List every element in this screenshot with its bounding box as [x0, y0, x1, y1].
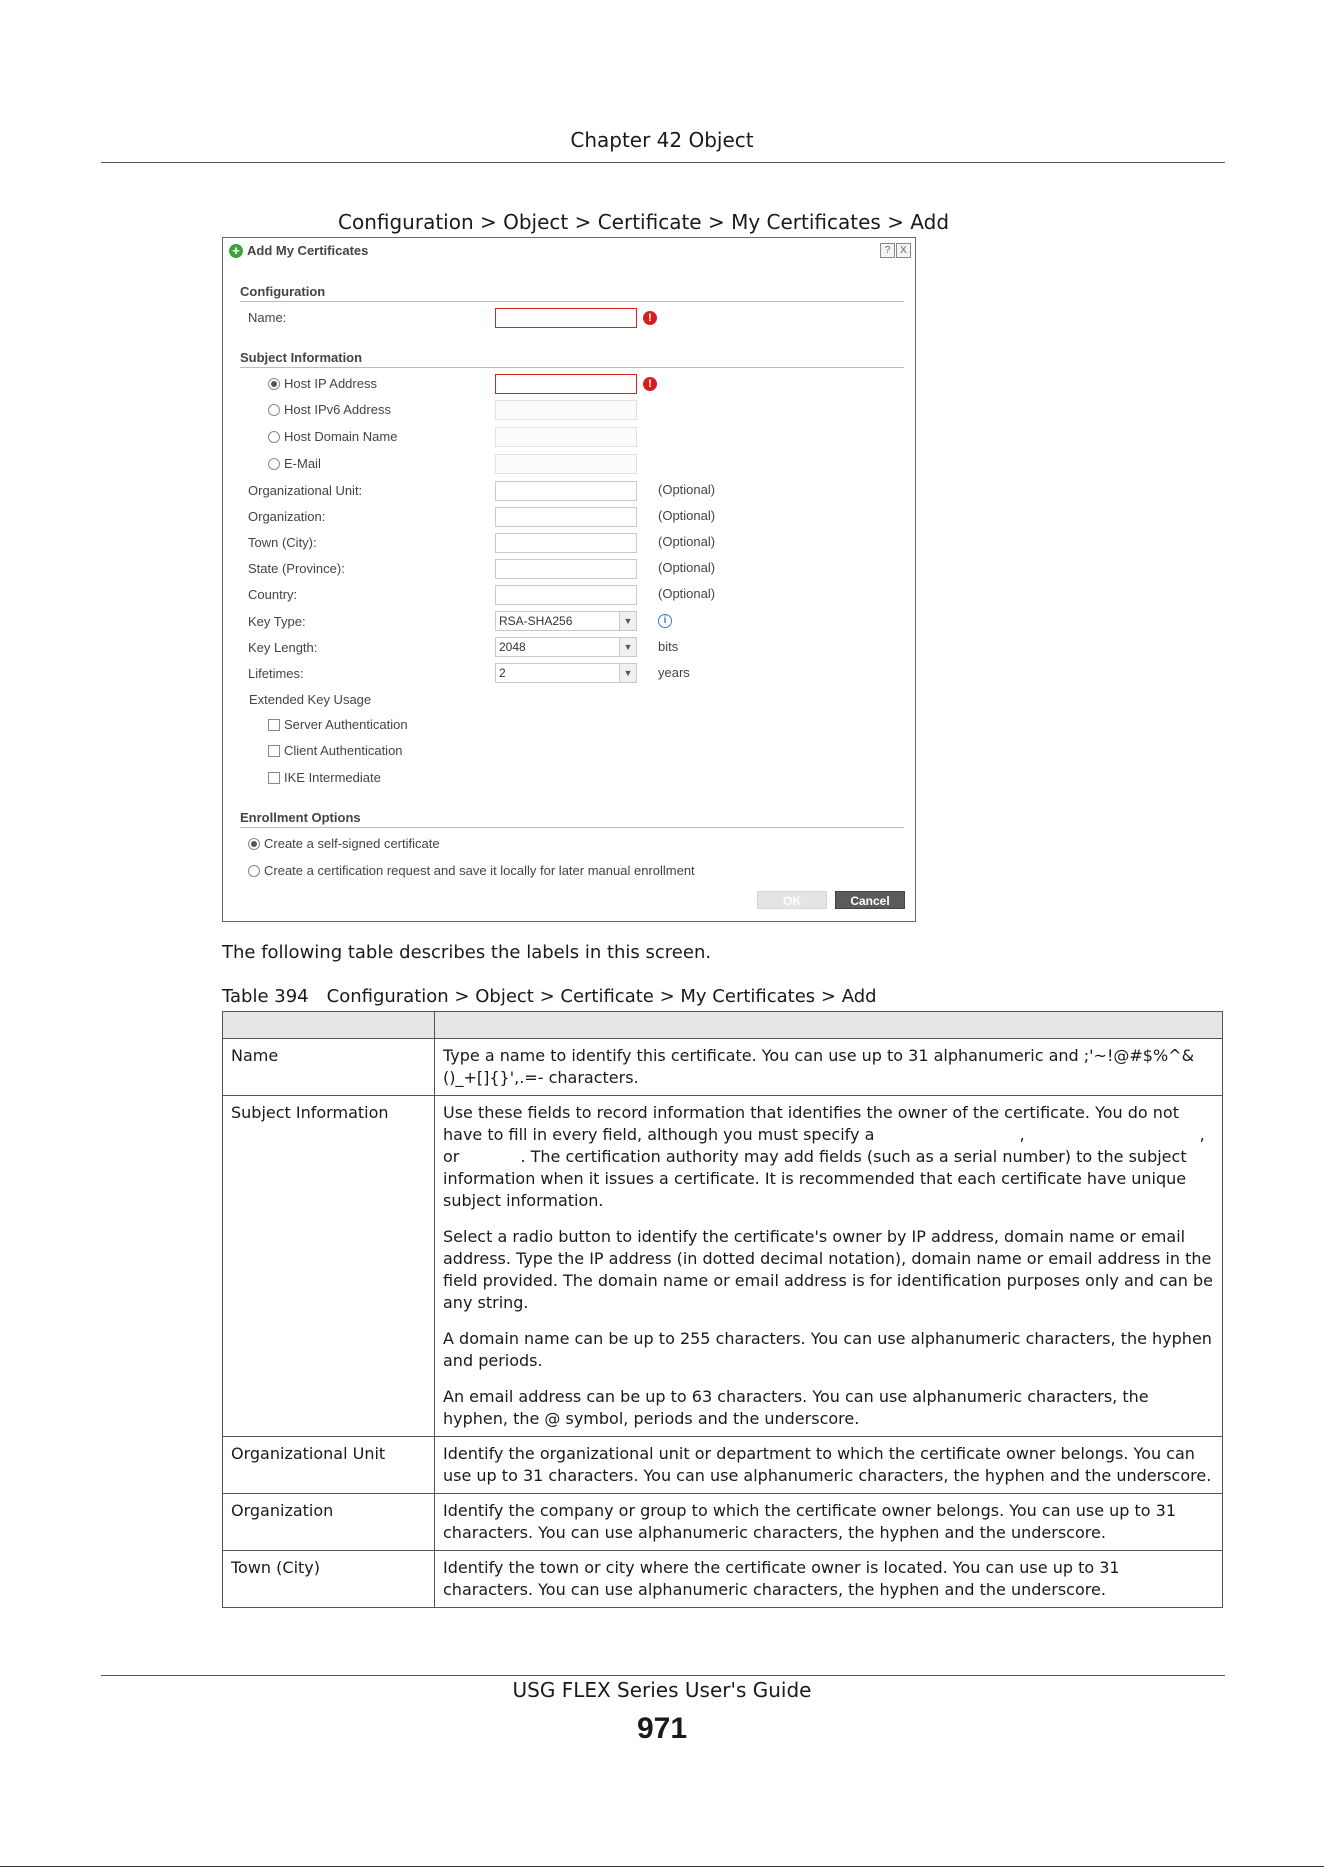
description-paragraph — [443, 1102, 1214, 1212]
table-header-cell — [223, 1012, 435, 1039]
description-paragraph: Type a name to identify this certificate. You can use up to 31 alphanumeric and ;'~!@#$%^&()_+[]{}',.=- characters. — [443, 1046, 1195, 1087]
organization-input[interactable] — [495, 507, 637, 527]
add-icon: + — [229, 244, 243, 258]
lifetimes-select[interactable] — [495, 663, 637, 683]
ok-button[interactable]: OK — [757, 891, 827, 909]
close-icon[interactable]: X — [896, 243, 911, 258]
table-row — [223, 1039, 1223, 1096]
country-label: Country: — [248, 587, 298, 602]
state-label: State (Province): — [248, 561, 345, 576]
dialog-title: Add My Certificates — [247, 243, 369, 258]
key-type-select[interactable] — [495, 611, 637, 631]
town-label: Town (City): — [248, 535, 317, 550]
table-row — [223, 1096, 1223, 1437]
description-paragraph: An email address can be up to 63 characters. You can use alphanumeric characters, the hyphen, the @ symbol, periods and the underscore. — [443, 1387, 1149, 1428]
page-bottom-divider — [0, 1866, 1324, 1867]
header-divider — [101, 162, 1225, 163]
certification-request-radio[interactable] — [248, 865, 260, 877]
section-divider — [240, 827, 904, 828]
email-input[interactable] — [495, 454, 637, 474]
row-description — [435, 1096, 1223, 1437]
host-ipv6-radio[interactable] — [268, 404, 280, 416]
description-paragraph: Select a radio button to identify the certificate's owner by IP address, domain name or email address. Type the IP address (in dotted decimal notation), domain name or email address in the field provided. The domain name or email address is for identification purposes only and can be any string. — [443, 1227, 1213, 1312]
server-auth-checkbox[interactable] — [268, 719, 280, 731]
row-label: Name — [223, 1039, 435, 1096]
host-ipv6-input[interactable] — [495, 400, 637, 420]
chevron-down-icon: ▼ — [619, 612, 636, 630]
email-label: E-Mail — [284, 456, 321, 471]
section-configuration: Configuration — [240, 284, 326, 299]
name-input[interactable] — [495, 308, 637, 328]
table-caption — [222, 986, 877, 1007]
org-unit-input[interactable] — [495, 481, 637, 501]
cancel-button[interactable]: Cancel — [835, 891, 905, 909]
section-subject-information: Subject Information — [240, 350, 363, 365]
add-my-certificates-dialog — [222, 237, 916, 922]
table-header-cell — [435, 1012, 1223, 1039]
error-icon: ! — [643, 377, 657, 391]
dialog-titlebar — [223, 238, 915, 264]
figure-caption: Configuration > Object > Certificate > My Certificates > Add — [338, 210, 950, 234]
footer-divider — [101, 1675, 1225, 1676]
key-type-label: Key Type: — [248, 614, 306, 629]
description-text: Use these fields to record information that identifies the owner of the certificate. You do not have to fill in every field, although you must specify a — [443, 1103, 1179, 1144]
chapter-title: Chapter 42 Object — [570, 128, 754, 152]
row-description — [435, 1437, 1223, 1494]
row-label: Organizational Unit — [223, 1437, 435, 1494]
client-auth-label: Client Authentication — [284, 743, 403, 758]
description-paragraph: Identify the company or group to which the certificate owner belongs. You can use up to 31 characters. You can use alphanumeric characters, the hyphen and the underscore. — [443, 1501, 1177, 1542]
key-length-select[interactable] — [495, 637, 637, 657]
table-caption-text: Configuration > Object > Certificate > My Certificates > Add — [326, 986, 877, 1007]
help-icon[interactable]: ? — [880, 243, 895, 258]
page-number: 971 — [636, 1712, 688, 1745]
key-length-value: 2048 — [499, 640, 526, 654]
chevron-down-icon: ▼ — [619, 638, 636, 656]
host-domain-label: Host Domain Name — [284, 429, 398, 444]
row-description — [435, 1494, 1223, 1551]
self-signed-radio[interactable] — [248, 838, 260, 850]
error-icon: ! — [643, 311, 657, 325]
row-description — [435, 1551, 1223, 1608]
server-auth-label: Server Authentication — [284, 717, 408, 732]
host-ip-label: Host IP Address — [284, 376, 377, 391]
description-table — [222, 1011, 1223, 1608]
key-length-label: Key Length: — [248, 640, 318, 655]
intro-text: The following table describes the labels in this screen. — [222, 942, 712, 963]
row-label: Organization — [223, 1494, 435, 1551]
key-type-value: RSA-SHA256 — [499, 614, 573, 628]
host-ipv6-label: Host IPv6 Address — [284, 402, 391, 417]
description-paragraph: A domain name can be up to 255 characters. You can use alphanumeric characters, the hyphen and periods. — [443, 1329, 1212, 1370]
table-row — [223, 1437, 1223, 1494]
optional-note: (Optional) — [658, 508, 716, 523]
row-label: Town (City) — [223, 1551, 435, 1608]
table-header-row — [223, 1012, 1223, 1039]
extended-key-usage-label: Extended Key Usage — [249, 692, 372, 707]
host-domain-input[interactable] — [495, 427, 637, 447]
description-text: , — [1019, 1125, 1025, 1144]
lifetimes-value: 2 — [499, 666, 506, 680]
town-input[interactable] — [495, 533, 637, 553]
chevron-down-icon: ▼ — [619, 664, 636, 682]
self-signed-label: Create a self-signed certificate — [264, 836, 440, 851]
ike-intermediate-label: IKE Intermediate — [284, 770, 381, 785]
description-text: , or — [443, 1125, 1205, 1166]
optional-note: (Optional) — [658, 560, 716, 575]
lifetimes-label: Lifetimes: — [248, 666, 304, 681]
section-divider — [240, 367, 904, 368]
name-label: Name: — [248, 310, 287, 325]
table-caption-number: Table 394 — [222, 986, 309, 1007]
ike-intermediate-checkbox[interactable] — [268, 772, 280, 784]
organization-label: Organization: — [248, 509, 326, 524]
lifetimes-unit: years — [658, 665, 690, 680]
org-unit-label: Organizational Unit: — [248, 483, 363, 498]
description-paragraph: Identify the organizational unit or department to which the certificate owner belongs. You can use up to 31 characters. You can use alphanumeric characters, the hyphen and the underscore. — [443, 1444, 1212, 1485]
row-description — [435, 1039, 1223, 1096]
row-label: Subject Information — [223, 1096, 435, 1437]
client-auth-checkbox[interactable] — [268, 745, 280, 757]
table-row — [223, 1494, 1223, 1551]
host-domain-radio[interactable] — [268, 431, 280, 443]
host-ip-input[interactable] — [495, 374, 637, 394]
optional-note: (Optional) — [658, 586, 716, 601]
certification-request-label: Create a certification request and save it locally for later manual enrollment — [264, 863, 695, 878]
section-divider — [240, 301, 904, 302]
email-radio[interactable] — [268, 458, 280, 470]
country-input[interactable] — [495, 585, 637, 605]
info-icon[interactable]: i — [658, 614, 672, 628]
description-paragraph: Identify the town or city where the certificate owner is located. You can use up to 31 characters. You can use alphanumeric characters, the hyphen and the underscore. — [443, 1558, 1120, 1599]
section-enrollment-options: Enrollment Options — [240, 810, 361, 825]
key-length-unit: bits — [658, 639, 679, 654]
guide-title: USG FLEX Series User's Guide — [512, 1678, 812, 1702]
optional-note: (Optional) — [658, 482, 716, 497]
description-text: . The certification authority may add fields (such as a serial number) to the subject information when it issues a certificate. It is recommended that each certificate have unique subject information. — [443, 1147, 1187, 1210]
state-input[interactable] — [495, 559, 637, 579]
host-ip-radio[interactable] — [268, 378, 280, 390]
optional-note: (Optional) — [658, 534, 716, 549]
table-row — [223, 1551, 1223, 1608]
